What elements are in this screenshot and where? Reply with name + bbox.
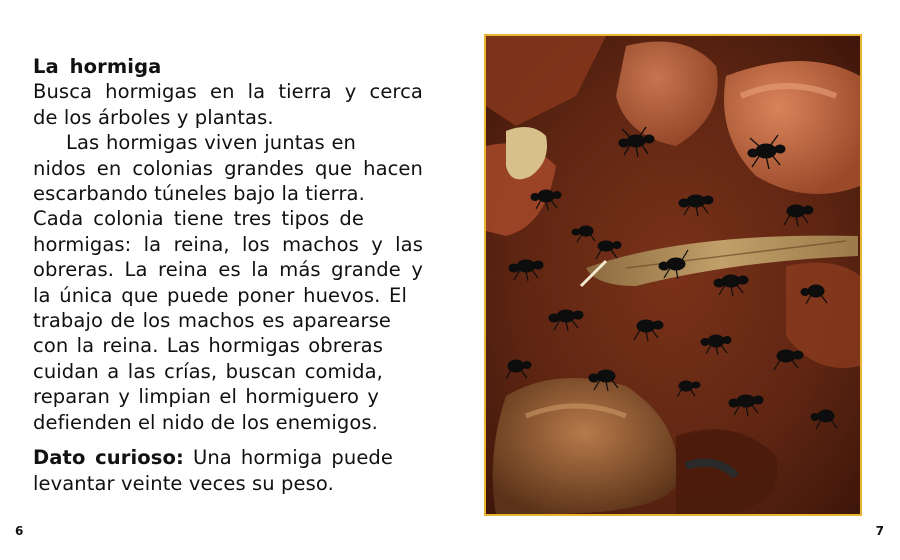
text-line: Las hormigas viven juntas en bbox=[66, 131, 356, 155]
text-line: con la reina. Las hormigas obreras bbox=[33, 334, 383, 358]
text-line: de los árboles y plantas. bbox=[33, 105, 274, 129]
page-number-left: 6 bbox=[15, 524, 24, 538]
text-line: hormigas: la reina, los machos y las bbox=[33, 232, 423, 256]
page-title: La hormiga bbox=[33, 55, 162, 78]
ant-photo-illustration bbox=[486, 36, 860, 514]
text-line: la única que puede poner huevos. El bbox=[33, 283, 407, 307]
text-line: cuidan a las crías, buscan comida, bbox=[33, 359, 383, 383]
body-text bbox=[33, 54, 423, 496]
fun-fact bbox=[33, 445, 423, 496]
ant-colony-photo bbox=[484, 34, 862, 516]
text-line: nidos en colonias grandes que hacen bbox=[33, 156, 423, 180]
page-number-right: 7 bbox=[875, 524, 884, 538]
fun-fact-text: levantar veinte veces su peso. bbox=[33, 471, 334, 495]
text-line: defienden el nido de los enemigos. bbox=[33, 410, 378, 434]
text-line: trabajo de los machos es aparearse bbox=[33, 309, 391, 333]
text-line: Cada colonia tiene tres tipos de bbox=[33, 207, 364, 231]
text-line: reparan y limpian el hormiguero y bbox=[33, 385, 379, 409]
fun-fact-text: Una hormiga puede bbox=[183, 446, 393, 470]
text-line: escarbando túneles bajo la tierra. bbox=[33, 182, 365, 206]
fun-fact-label: Dato curioso: bbox=[33, 446, 184, 470]
text-line: Busca hormigas en la tierra y cerca bbox=[33, 80, 423, 104]
text-line: obreras. La reina es la más grande y bbox=[33, 258, 423, 282]
